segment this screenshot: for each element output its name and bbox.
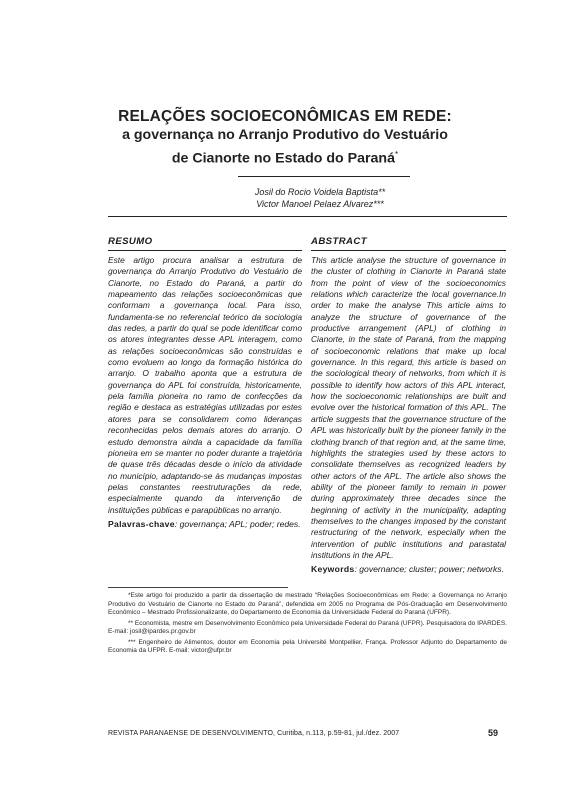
resumo-column	[108, 236, 302, 530]
article-title	[40, 107, 530, 169]
title-subtitle-line2: de Cianorte no Estado do Paraná	[171, 150, 395, 167]
footnotes	[108, 592, 507, 658]
resumo-text: Este artigo procura analisar a estrutura de governança do Arranjo Produtivo do Vestuário de Cianorte, no Estado do Paraná, a partir do mapeamento das relações socioeconômicas que conformam a governança local. Para isso, fundamenta-se no referencial teórico da sociologia das redes, a partir do qual se pode identificar como os atores integrantes desse APL interagem, como as relações socioeconômicas são construídas e como evoluem ao longo da formação histórica do arranjo. O trabalho aponta que a estrutura de governança do APL foi construída, historicamente, pela família pioneira no ramo de confecções da região e destaca as estratégias utilizadas por estes atores para se consolidarem como lideranças reconhecidas pelos demais atores do arranjo. O estudo demonstra ainda a capacidade da família pioneira em se manter no poder durante a trajetória de quase três décadas desde o início da atividade no município, adaptando-se às mudanças impostas pelas constantes reestruturações da rede, especialmente quando da intervenção de instituições públicas e parapúblicas no arranjo.	[108, 255, 302, 515]
title-divider	[238, 176, 410, 177]
header-divider	[108, 216, 507, 217]
footnote-2: ** Economista, mestre em Desenvolvimento Econômico pela Universidade Federal do Paraná (UFPR). Pesquisadora do IPARDES. E-mail: josil@ipardes.pr.gov.br	[108, 619, 507, 635]
abstract-text: This article analyse the structure of governance in the cluster of clothing in Cianorte in Paraná state from the point of view of the socioeconomics relations which caracterize the local governance.In order to make the analyse This article aims to analyze the structure of governance of the productive arrangement (APL) of clothing in Cianorte, in the state of Paraná, from the mapping of socioeconomic relations that make up local governance. In this regard, this article is based on the sociological theory of networks, from which it is possible to identify how actors of this APL interact, how the socioeconomic relationships are built and evolve over the historical formation of this APL. The article suggests that the governance structure of the APL was historically built by the pioneer family in the clothing branch of that region and, at the same time, highlights the strategies used by these actors to consolidate themselves as recognized leaders by other actors of the APL. The article also shows the ability of the pioneer family to remain in power during approximately three decades since the beginning of activity in the municipality, adapting themselves to the changes imposed by the constant restructuring of the network, especially when the intervention of public institutions and parastatal institutions in the APL.	[311, 255, 506, 560]
abstract-column	[311, 236, 506, 576]
title-footnote-mark: *	[394, 150, 399, 159]
author-2: Victor Manoel Pelaez Alvarez***	[256, 199, 384, 209]
abstract-keywords	[311, 564, 506, 575]
resumo-keywords	[108, 519, 302, 530]
footnote-1: *Este artigo foi produzido a partir da dissertação de mestrado “Relações Socioeconômicas em Rede: a Governança no Arranjo Produtivo do Vestuário de Cianorte no Estado do Paraná”, defendida em 2005 no Programa de Pós-Graduação em Desenvolvimento Econômico – Mestrado Profissionalizante, do Departamento de Economia da Universidade Federal do Paraná (UFPR).	[108, 592, 507, 616]
abstract-heading: ABSTRACT	[311, 236, 506, 251]
palavras-chave-text: : governança; APL; poder; redes.	[174, 518, 301, 529]
footnote-divider	[108, 587, 288, 588]
footnote-3: *** Engenheiro de Alimentos, doutor em Economia pela Université Montpellier, França. Professor Adjunto do Departamento de Economia da UFPR. E-mail: victor@ufpr.br	[108, 638, 507, 654]
running-footer: REVISTA PARANAENSE DE DESENVOLVIMENTO, Curitiba, n.113, p.59-81, jul./dez. 2007	[108, 730, 400, 737]
title-main: RELAÇÕES SOCIOECONÔMICAS EM REDE:	[118, 108, 452, 125]
title-subtitle-line1: a governança no Arranjo Produtivo do Vestuário	[122, 127, 448, 143]
author-1: Josil do Rocio Voidela Baptista**	[254, 187, 386, 197]
keywords-text: : governance; cluster; power; networks.	[354, 564, 504, 575]
authors	[200, 186, 440, 210]
resumo-heading: RESUMO	[108, 236, 302, 251]
page-number: 59	[488, 728, 499, 738]
palavras-chave-label: Palavras-chave	[108, 518, 175, 529]
keywords-label: Keywords	[311, 564, 355, 575]
